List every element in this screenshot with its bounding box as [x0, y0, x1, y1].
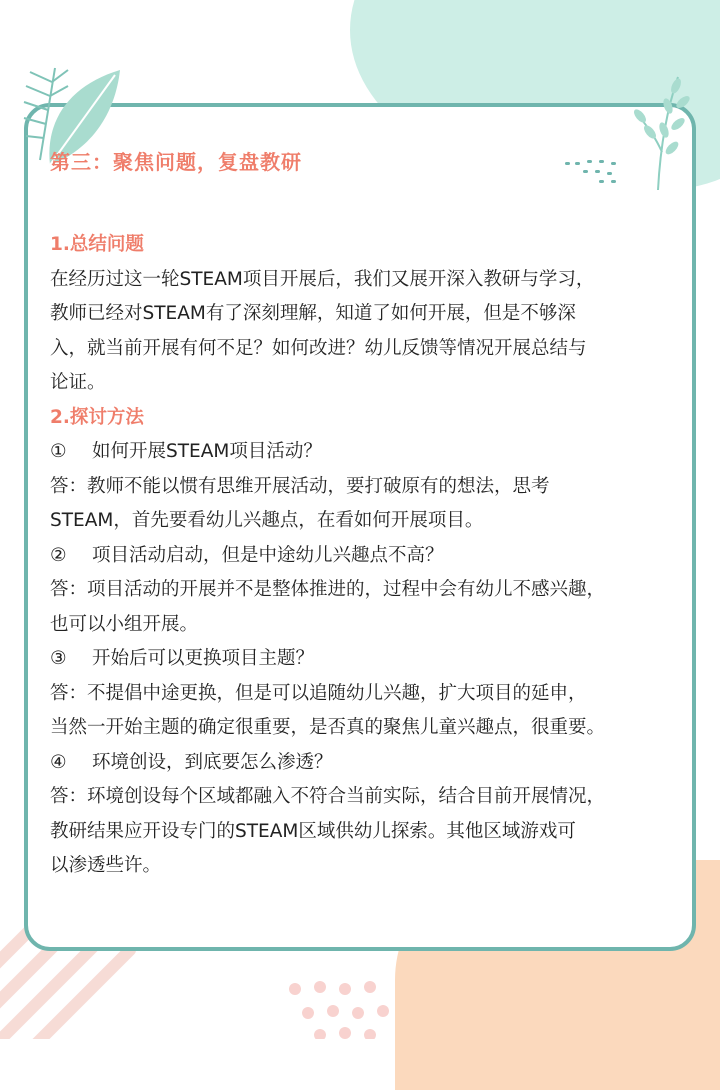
- item-number: ②: [50, 544, 67, 566]
- answer-line: 答：不提倡中途更换，但是可以追随幼儿兴趣，扩大项目的延申，: [50, 682, 587, 704]
- section-heading: 2.探讨方法: [50, 406, 144, 428]
- answer-line: 答：环境创设每个区域都融入不符合当前实际，结合目前开展情况，: [50, 786, 606, 807]
- main-content: [50, 228, 690, 884]
- dash-pattern: [565, 160, 625, 190]
- paragraph-line: 入，就当前开展有何不足？如何改进？幼儿反馈等情况开展总结与: [50, 337, 587, 359]
- answer-line: 以渗透些许。: [50, 855, 162, 876]
- answer-line: 教研结果应开设专门的STEAM区域供幼儿探索。其他区域游戏可: [50, 820, 576, 842]
- answer-line: STEAM，首先要看幼儿兴趣点，在看如何开展项目。: [50, 510, 484, 531]
- question-item: [50, 435, 690, 470]
- item-number: ④: [50, 751, 67, 773]
- pink-dots-pattern: [280, 975, 420, 1039]
- answer-line: 答：项目活动的开展并不是整体推进的，过程中会有幼儿不感兴趣，: [50, 579, 606, 600]
- question-item: [50, 642, 690, 677]
- page-title: 第三：聚焦问题，复盘教研: [50, 150, 302, 174]
- question-text: 项目活动启动，但是中途幼儿兴趣点不高？: [92, 544, 444, 566]
- item-number: ③: [50, 648, 67, 669]
- question-item: [50, 539, 690, 574]
- answer-line: 当然一开始主题的确定很重要，是否真的聚焦儿童兴趣点，很重要。: [50, 717, 606, 738]
- plant-sprig-icon: [628, 72, 698, 192]
- paragraph-line: 教师已经对STEAM有了深刻理解，知道了如何开展，但是不够深: [50, 303, 576, 324]
- section-heading: 1.总结问题: [50, 234, 144, 255]
- question-text: 环境创设，到底要怎么渗透？: [92, 751, 333, 773]
- answer-line: 也可以小组开展。: [50, 613, 199, 635]
- answer-line: 答：教师不能以惯有思维开展活动，要打破原有的想法，思考: [50, 475, 550, 497]
- question-item: [50, 746, 690, 781]
- question-text: 开始后可以更换项目主题？: [92, 648, 315, 669]
- paragraph-line: 论证。: [50, 372, 106, 393]
- question-text: 如何开展STEAM项目活动？: [92, 441, 322, 462]
- item-number: ①: [50, 441, 67, 462]
- paragraph-line: 在经历过这一轮STEAM项目开展后，我们又展开深入教研与学习，: [50, 268, 595, 290]
